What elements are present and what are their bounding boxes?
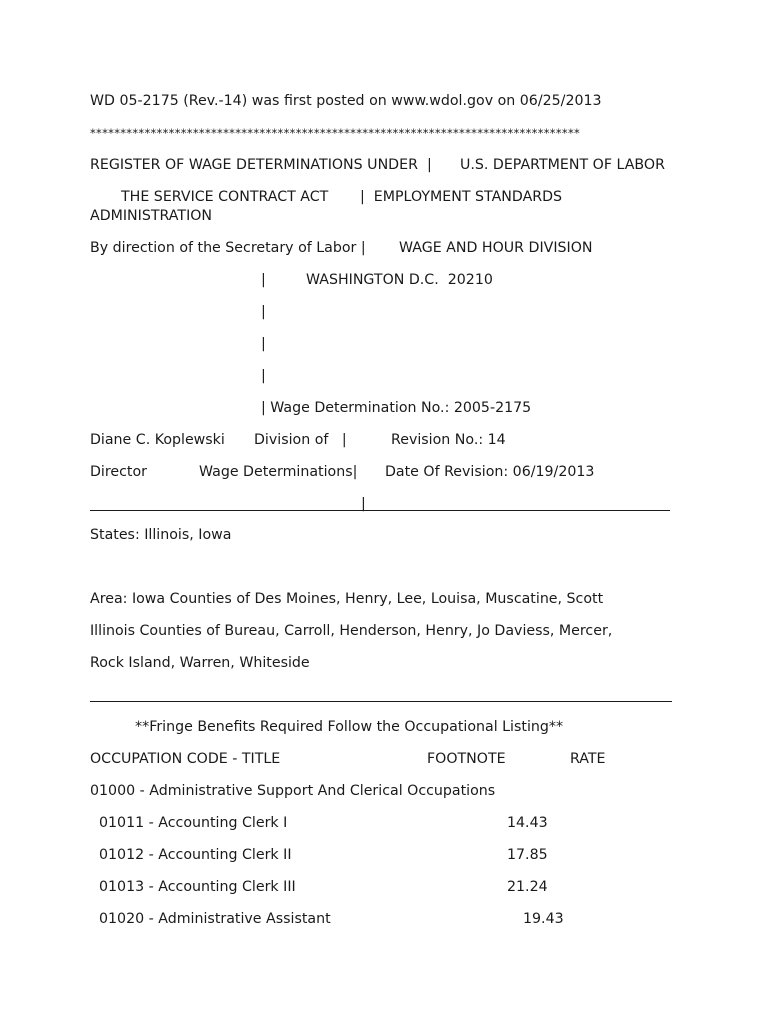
posted-line: WD 05-2175 (Rev.-14) was first posted on www.wdol.gov on 06/25/2013 xyxy=(90,93,602,109)
column-bar: | xyxy=(261,272,266,288)
horizontal-rule xyxy=(90,510,670,511)
register-title: REGISTER OF WAGE DETERMINATIONS UNDER | xyxy=(90,157,432,173)
occupation-rate: 17.85 xyxy=(507,847,548,863)
occupation-title: 01020 - Administrative Assistant xyxy=(99,911,331,927)
signer-name: Diane C. Koplewski xyxy=(90,432,225,448)
column-header-code-title: OCCUPATION CODE - TITLE xyxy=(90,751,281,767)
occupation-rate: 19.43 xyxy=(523,911,564,927)
area-line: Illinois Counties of Bureau, Carroll, Henderson, Henry, Jo Daviess, Mercer, xyxy=(90,623,613,639)
column-bar: | xyxy=(261,304,266,320)
date-of-revision: Date Of Revision: 06/19/2013 xyxy=(385,464,595,480)
column-header-rate: RATE xyxy=(570,751,606,767)
wage-determinations: Wage Determinations| xyxy=(199,464,358,480)
asterisk-divider: ********************************************************************************* xyxy=(90,126,581,140)
occupation-title: 01013 - Accounting Clerk III xyxy=(99,879,296,895)
rule-separator: | xyxy=(361,496,366,512)
division-of: Division of | xyxy=(254,432,347,448)
wage-hour-division: WAGE AND HOUR DIVISION xyxy=(399,240,593,256)
occupation-rate: 21.24 xyxy=(507,879,548,895)
employment-standards: | EMPLOYMENT STANDARDS xyxy=(360,189,563,205)
occupation-title: 01011 - Accounting Clerk I xyxy=(99,815,288,831)
occupation-group-title: 01000 - Administrative Support And Clerical Occupations xyxy=(90,783,496,799)
washington-address: WASHINGTON D.C. 20210 xyxy=(306,272,493,288)
states-line: States: Illinois, Iowa xyxy=(90,527,232,543)
column-header-footnote: FOOTNOTE xyxy=(427,751,506,767)
column-bar: | xyxy=(261,336,266,352)
column-bar: | xyxy=(261,368,266,384)
area-line: Rock Island, Warren, Whiteside xyxy=(90,655,310,671)
by-direction: By direction of the Secretary of Labor | xyxy=(90,240,366,256)
fringe-benefits-note: **Fringe Benefits Required Follow the Occupational Listing** xyxy=(135,719,564,735)
area-line: Area: Iowa Counties of Des Moines, Henry, Lee, Louisa, Muscatine, Scott xyxy=(90,591,604,607)
wage-determination-number: | Wage Determination No.: 2005-2175 xyxy=(261,400,532,416)
service-contract-act: THE SERVICE CONTRACT ACT xyxy=(121,189,329,205)
horizontal-rule xyxy=(90,701,672,702)
occupation-title: 01012 - Accounting Clerk II xyxy=(99,847,292,863)
department-name: U.S. DEPARTMENT OF LABOR xyxy=(460,157,665,173)
administration: ADMINISTRATION xyxy=(90,208,213,224)
signer-title: Director xyxy=(90,464,147,480)
occupation-rate: 14.43 xyxy=(507,815,548,831)
revision-number: Revision No.: 14 xyxy=(391,432,506,448)
